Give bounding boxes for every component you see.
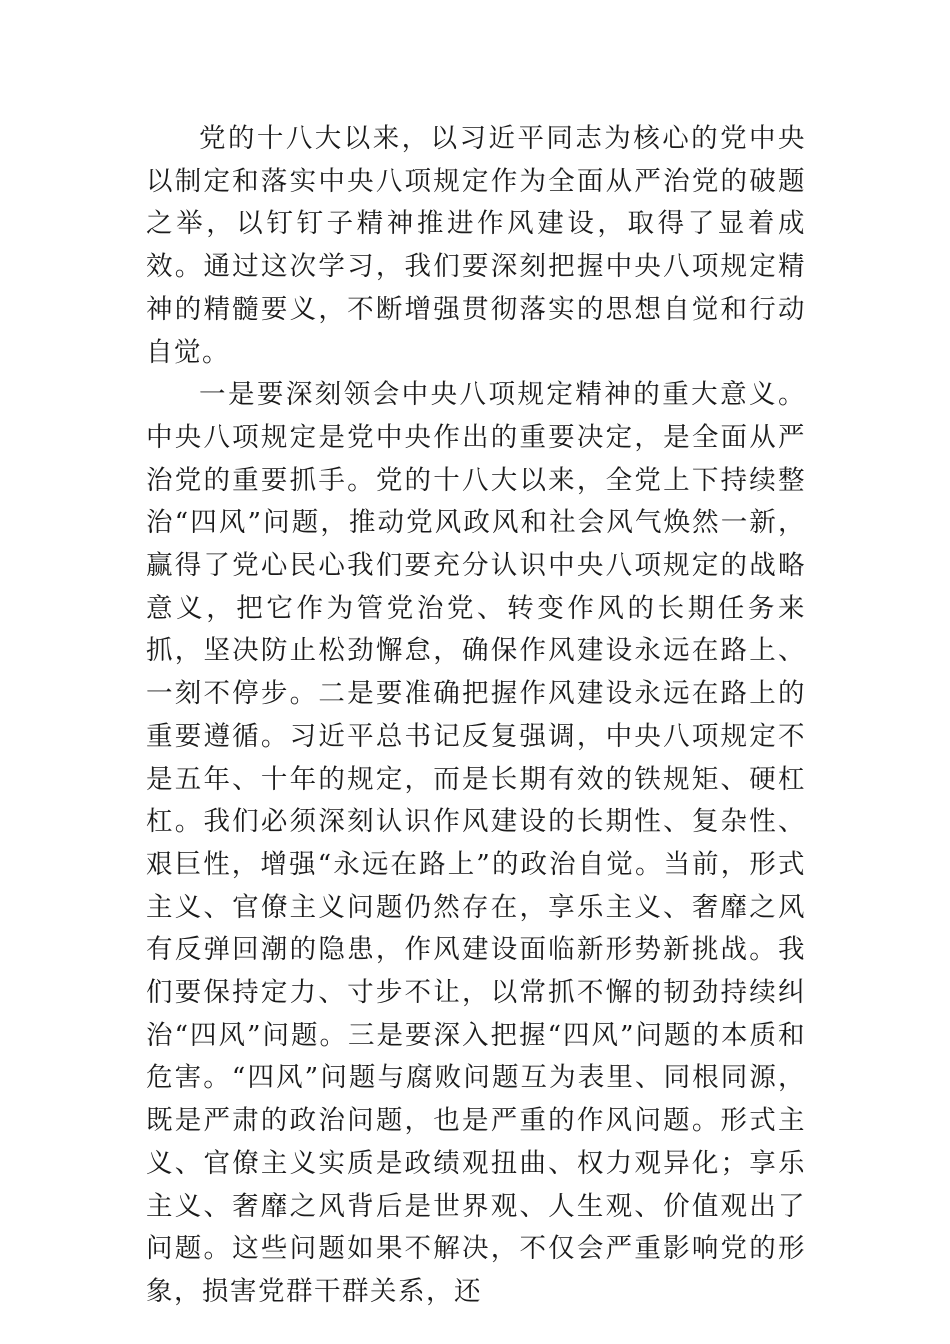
document-body	[146, 118, 806, 1314]
paragraph-intro: 党的十八大以来，以习近平同志为核心的党中央以制定和落实中央八项规定作为全面从严治党的破题之举，以钉钉子精神推进作风建设，取得了显着成效。通过这次学习，我们要深刻把握中央八项规定精神的精髓要义，不断增强贯彻落实的思想自觉和行动自觉。	[146, 123, 806, 368]
paragraph-main: 一是要深刻领会中央八项规定精神的重大意义。中央八项规定是党中央作出的重要决定，是全面从严治党的重要抓手。党的十八大以来，全党上下持续整治“四风”问题，推动党风政风和社会风气焕然一新，赢得了党心民心我们要充分认识中央八项规定的战略意义，把它作为管党治党、转变作风的长期任务来抓，坚决防止松劲懈怠，确保作风建设永远在路上、一刻不停步。二是要准确把握作风建设永远在路上的重要遵循。习近平总书记反复强调，中央八项规定不是五年、十年的规定，而是长期有效的铁规矩、硬杠杠。我们必须深刻认识作风建设的长期性、复杂性、艰巨性，增强“永远在路上”的政治自觉。当前，形式主义、官僚主义问题仍然存在，享乐主义、奢靡之风有反弹回潮的隐患，作风建设面临新形势新挑战。我们要保持定力、寸步不让，以常抓不懈的韧劲持续纠治“四风”问题。三是要深入把握“四风”问题的本质和危害。“四风”问题与腐败问题互为表里、同根同源，既是严肃的政治问题，也是严重的作风问题。形式主义、官僚主义实质是政绩观扭曲、权力观异化；享乐主义、奢靡之风背后是世界观、人生观、价值观出了问题。这些问题如果不解决，不仅会严重影响党的形象，损害党群干群关系，还	[146, 379, 806, 1307]
